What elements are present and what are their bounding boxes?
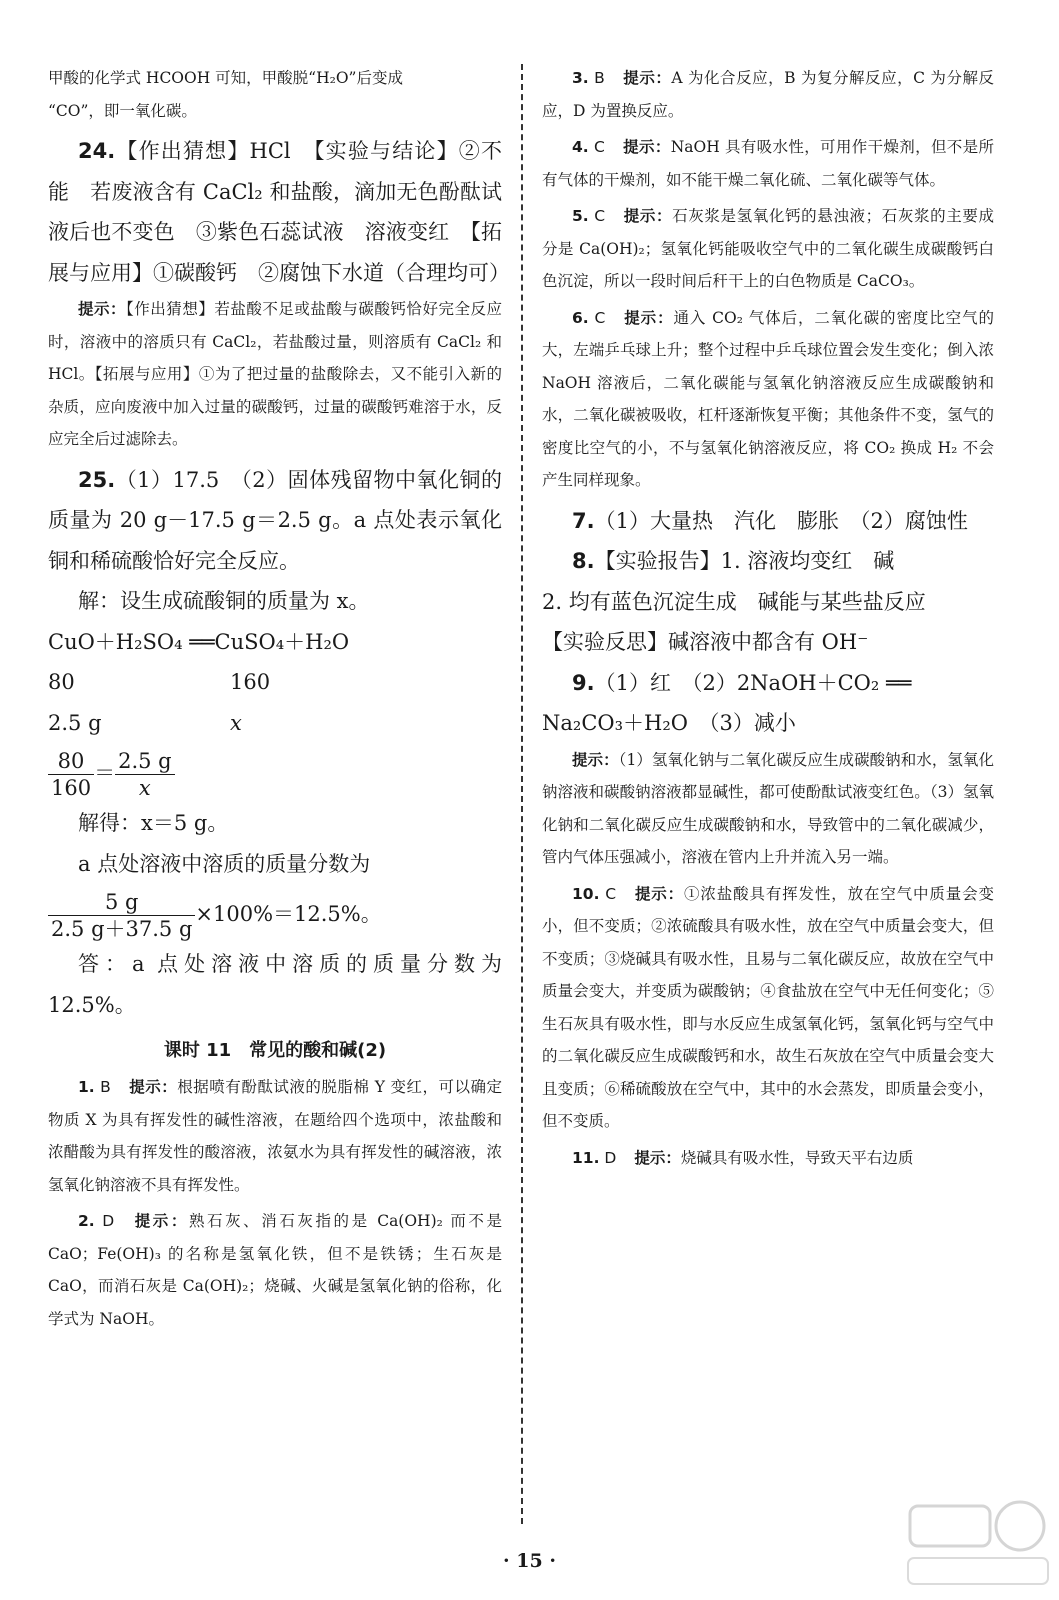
hint-text: （1）氢氧化钠与二氧化碳反应生成碳酸钠和水，氢氧化钠溶液和碳酸钠溶液都显碱性，都可使酚酞试液变红色。（3）氢氧化钠和二氧化碳反应生成碳酸钠和水，导致管中的二氧化碳减少，管内气体压强减小，溶液在管内上升并流入另一端。 xyxy=(542,750,994,866)
hint-label: 提示： xyxy=(78,300,127,318)
percentage-calculation xyxy=(48,884,502,944)
question-10 xyxy=(542,878,994,1138)
solution-setup: 解：设生成硫酸铜的质量为 x。 xyxy=(78,589,370,613)
answer-letter: C xyxy=(605,884,617,903)
question-number: 9. xyxy=(572,670,595,695)
question-7 xyxy=(542,501,994,542)
hint-label: 提示： xyxy=(622,138,671,156)
numerator: 80 xyxy=(48,748,94,775)
chemical-equation: CuO＋H₂SO₄ ══CuSO₄＋H₂O xyxy=(48,629,350,654)
hint-label: 提示： xyxy=(132,1212,189,1230)
lesson-title: 课时 11 常见的酸和碱(2) xyxy=(163,1040,387,1061)
question-11 xyxy=(542,1142,994,1175)
percentage-intro: a 点处溶液中溶质的质量分数为 xyxy=(78,851,371,876)
question-2 xyxy=(48,1205,502,1335)
ratio-equation xyxy=(48,743,502,803)
answer-letter: C xyxy=(593,138,605,156)
question-number: 24. xyxy=(78,139,116,163)
numerator: 2.5 g xyxy=(115,748,175,775)
answer-text: （1）红 （2）2NaOH＋CO₂ ══ xyxy=(594,670,912,695)
answer-letter: B xyxy=(594,69,605,87)
left-column xyxy=(48,62,510,1335)
column-divider xyxy=(521,64,523,1524)
solution-result: 解得：x＝5 g。 xyxy=(78,811,229,835)
equals-sign: ＝ xyxy=(94,761,116,785)
answer-text: 【作出猜想】HCl 【实验与结论】②不能 若废液含有 CaCl₂ 和盐酸，滴加无色酚酞试液后也不变色 ③紫色石蕊试液 溶液变红 【拓展与应用】①碳酸钙 ②腐蚀下水道（合理均可） xyxy=(48,139,510,285)
question-1 xyxy=(48,1071,502,1201)
denominator: x xyxy=(138,776,151,800)
hint-label: 提示： xyxy=(572,750,619,769)
answer-letter: B xyxy=(100,1078,111,1096)
question-25-answer xyxy=(48,460,502,582)
answer-text: 【实验报告】1. 溶液均变红 碱 xyxy=(594,549,895,573)
question-9-line-1 xyxy=(542,663,994,704)
answer-letter: C xyxy=(594,308,606,327)
hint-text: 熟石灰、消石灰指的是 Ca(OH)₂ 而不是 CaO；Fe(OH)₃ 的名称是氢氧化铁，但不是铁锈；生石灰是 CaO，而消石灰是 Ca(OH)₂；烧碱、火碱是氢氧化钠的俗称，化学式为 NaOH。 xyxy=(48,1212,502,1328)
question-number: 11. xyxy=(572,1148,600,1167)
fraction-left xyxy=(48,748,94,801)
question-number: 3. xyxy=(572,69,589,87)
question-8-line-3: 【实验反思】碱溶液中都含有 OH⁻ xyxy=(542,630,869,654)
denominator: 160 xyxy=(51,776,92,800)
question-number: 2. xyxy=(78,1212,95,1230)
continued-text-line-2: “CO”，即一氧化碳。 xyxy=(48,101,197,120)
question-4 xyxy=(542,131,994,196)
percentage-fraction xyxy=(48,889,195,942)
question-number: 8. xyxy=(572,549,595,573)
hint-text: ①浓盐酸具有挥发性，放在空气中质量会变小，但不变质；②浓硫酸具有吸水性，放在空气中质量会变大，但不变质；③烧碱具有吸水性，且易与二氧化碳反应，故放在空气中质量会变大，并变质为碳酸钠；④食盐放在空气中无任何变化；⑤生石灰具有吸水性，即与水反应生成氢氧化钙，氢氧化钙与空气中的二氧化碳反应生成碳酸钙和水，故生石灰放在空气中质量会变大且变质；⑥稀硫酸放在空气中，其中的水会蒸发，即质量会变小，但不变质。 xyxy=(542,884,994,1130)
answer-letter: C xyxy=(594,207,606,225)
value-x: x xyxy=(230,710,242,735)
answer-letter: D xyxy=(102,1212,115,1230)
hint-text: 石灰浆是氢氧化钙的悬浊液；石灰浆的主要成分是 Ca(OH)₂；氢氧化钙能吸收空气中的二氧化碳生成碳酸钙白色沉淀，所以一段时间后秆干上的白色物质是 CaCO₃。 xyxy=(542,207,994,290)
question-number: 5. xyxy=(572,207,589,225)
question-number: 25. xyxy=(78,467,116,492)
question-9-hint xyxy=(542,744,994,874)
hint-label: 提示： xyxy=(128,1078,178,1096)
continued-text-line-1: 甲酸的化学式 HCOOH 可知，甲酸脱“H₂O”后变成 xyxy=(48,69,403,87)
page-number: · 15 · xyxy=(503,1550,556,1572)
mass-cuo: 80 xyxy=(48,670,75,694)
mass-cuso4: 160 xyxy=(230,670,271,694)
hint-text: 【作出猜想】若盐酸不足或盐酸与碳酸钙恰好完全反应时，溶液中的溶质只有 CaCl₂，若盐酸过量，则溶质有 CaCl₂ 和 HCl。【拓展与应用】①为了把过量的盐酸除去，又不能引入新的杂质，应向废液中加入过量的碳酸钙，过量的碳酸钙难溶于水，反应完全后过滤除去。 xyxy=(48,300,502,448)
hint-label: 提示： xyxy=(623,207,673,225)
denominator: 2.5 g＋37.5 g xyxy=(51,917,193,941)
answer-letter: D xyxy=(604,1148,617,1167)
question-24-hint xyxy=(48,293,502,456)
question-6 xyxy=(542,302,994,497)
question-number: 1. xyxy=(78,1078,95,1096)
question-number: 10. xyxy=(572,884,600,903)
molar-mass-row xyxy=(48,662,502,703)
question-8-line-2: 2. 均有蓝色沉淀生成 碱能与某些盐反应 xyxy=(542,589,926,614)
hint-text: NaOH 具有吸水性，可用作干燥剂，但不是所有气体的干燥剂，如不能干燥二氧化硫、二氧化碳等气体。 xyxy=(542,138,994,189)
question-number: 7. xyxy=(572,508,595,533)
question-3 xyxy=(542,62,994,127)
solution-conclusion: 答：a 点处溶液中溶质的质量分数为 12.5%。 xyxy=(48,952,502,1017)
hint-text: 根据喷有酚酞试液的脱脂棉 Y 变红，可以确定物质 X 为具有挥发性的碱性溶液，在题给四个选项中，浓盐酸和浓醋酸为具有挥发性的酸溶液，浓氨水为具有挥发性的碱溶液，浓氢氧化钠溶液不具有挥发性。 xyxy=(48,1078,502,1194)
percentage-result: ×100%＝12.5%。 xyxy=(195,902,382,926)
question-24-answer xyxy=(48,131,510,293)
right-column xyxy=(542,62,994,1174)
question-5 xyxy=(542,200,994,298)
value-cuo: 2.5 g xyxy=(48,710,102,735)
answer-text: （1）17.5 （2）固体残留物中氧化铜的质量为 20 g－17.5 g＝2.5 g。a 点处表示氧化铜和稀硫酸恰好完全反应。 xyxy=(48,467,502,573)
answer-text: （1）大量热 汽化 膨胀 （2）腐蚀性 xyxy=(594,508,968,533)
hint-label: 提示： xyxy=(622,69,672,87)
question-number: 4. xyxy=(572,138,589,156)
hint-label: 提示： xyxy=(634,884,685,903)
question-9-line-2: Na₂CO₃＋H₂O （3）减小 xyxy=(542,711,796,735)
hint-label: 提示： xyxy=(623,308,674,327)
hint-text: A 为化合反应，B 为复分解反应，C 为分解反应，D 为置换反应。 xyxy=(542,69,994,120)
watermark-logo-icon xyxy=(900,1488,1050,1593)
hint-text: 通入 CO₂ 气体后，二氧化碳的密度比空气的大，左端乒乓球上升；整个过程中乒乓球位置会发生变化；倒入浓 NaOH 溶液后，二氧化碳能与氢氧化钠溶液反应生成碳酸钠和水，二氧化碳被吸收，杠杆逐渐恢复平衡；其他条件不变，氢气的密度比空气的小，不与氢氧化钠溶液反应，将 CO₂ 换成 H₂ 不会产生同样现象。 xyxy=(542,308,994,489)
question-number: 6. xyxy=(572,308,589,327)
fraction-right xyxy=(115,748,175,801)
hint-text: 烧碱具有吸水性，导致天平右边质 xyxy=(680,1148,914,1167)
value-row xyxy=(48,703,502,744)
question-8-line-1 xyxy=(542,541,994,582)
numerator: 5 g xyxy=(48,889,195,916)
hint-label: 提示： xyxy=(634,1148,681,1167)
